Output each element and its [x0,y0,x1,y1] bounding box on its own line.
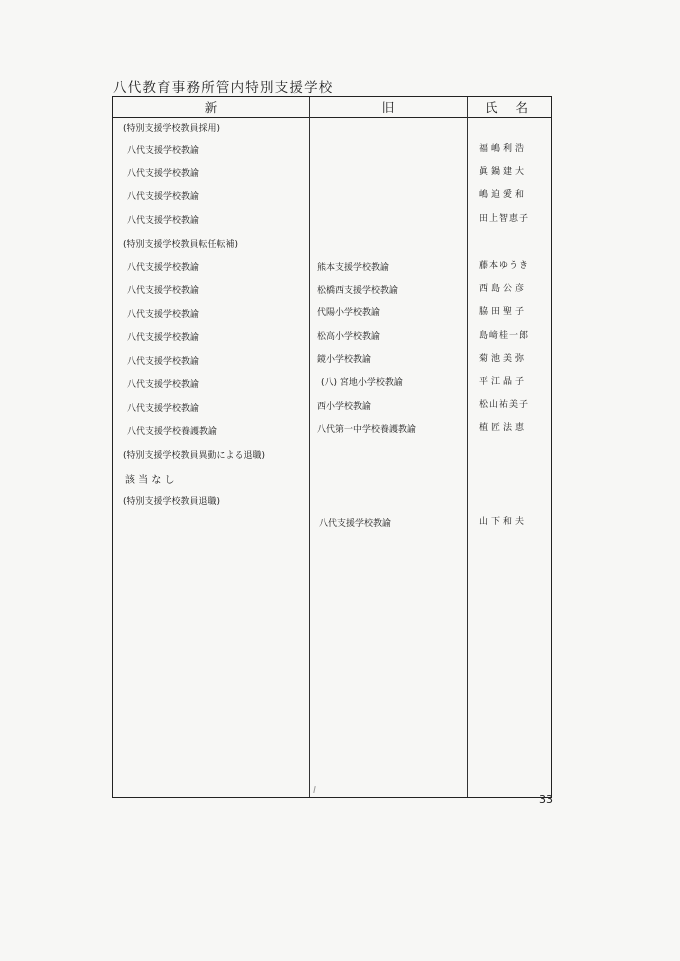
column-divider-2 [467,97,468,797]
row-new: (特別支援学校教員異動による退職) [123,451,266,461]
row-old: 松橋西支援学校教諭 [317,286,399,296]
row-old: 鏡小学校教諭 [317,355,372,365]
row-old: 西小学校教諭 [317,402,372,412]
row-new: 八代支援学校教諭 [127,146,200,156]
row-old: 八代第一中学校養護教諭 [317,425,417,435]
row-name: 眞鍋建大 [479,167,528,177]
row-new: (特別支援学校教員転任転補) [123,240,239,250]
row-new: 八代支援学校教諭 [127,333,200,343]
header-old: 旧 [381,100,395,115]
column-divider-1 [309,97,310,797]
row-old: 松高小学校教諭 [317,332,381,342]
row-new: 該 当 な し [125,475,175,486]
row-new: 八代支援学校教諭 [127,216,200,226]
row-new: 八代支援学校教諭 [127,192,200,202]
row-name: 西島公彦 [479,284,528,294]
row-name: 田上智恵子 [479,214,530,224]
row-name: 藤本ゆうき [479,261,530,271]
row-new: 八代支援学校教諭 [127,169,200,179]
row-new: 八代支援学校教諭 [127,404,200,414]
row-name: 山下和夫 [479,517,528,527]
row-new: 八代支援学校養護教諭 [127,427,218,437]
row-new: 八代支援学校教諭 [127,263,200,273]
page-number: 33 [539,793,553,806]
row-name: 福嶋利浩 [479,144,528,154]
row-name: 平江晶子 [479,377,528,387]
row-new: 八代支援学校教諭 [127,310,200,320]
row-name: 松山祐美子 [479,400,530,410]
row-name: 菊池美弥 [479,354,528,364]
row-old: 熊本支援学校教諭 [317,263,390,273]
row-name: 脇田聖子 [479,307,528,317]
table-header-row [113,97,551,118]
row-name: 植匠法恵 [479,423,528,433]
header-new: 新 [204,100,218,115]
personnel-table [112,96,552,798]
row-new: 八代支援学校教諭 [127,357,200,367]
row-name: 嶋迫愛和 [479,190,528,200]
row-old: (八) 宮地小学校教諭 [321,378,403,388]
row-name: 島﨑桂一郎 [479,331,530,341]
row-new: 八代支援学校教諭 [127,380,200,390]
row-new: 八代支援学校教諭 [127,286,200,296]
row-new: (特別支援学校教員採用) [123,124,221,134]
row-old: 八代支援学校教諭 [319,519,392,529]
document-title: 八代教育事務所管内特別支援学校 [113,80,334,96]
row-new: (特別支援学校教員退職) [123,497,221,507]
header-name: 氏 名 [485,100,535,115]
row-old: 代陽小学校教諭 [317,308,381,318]
